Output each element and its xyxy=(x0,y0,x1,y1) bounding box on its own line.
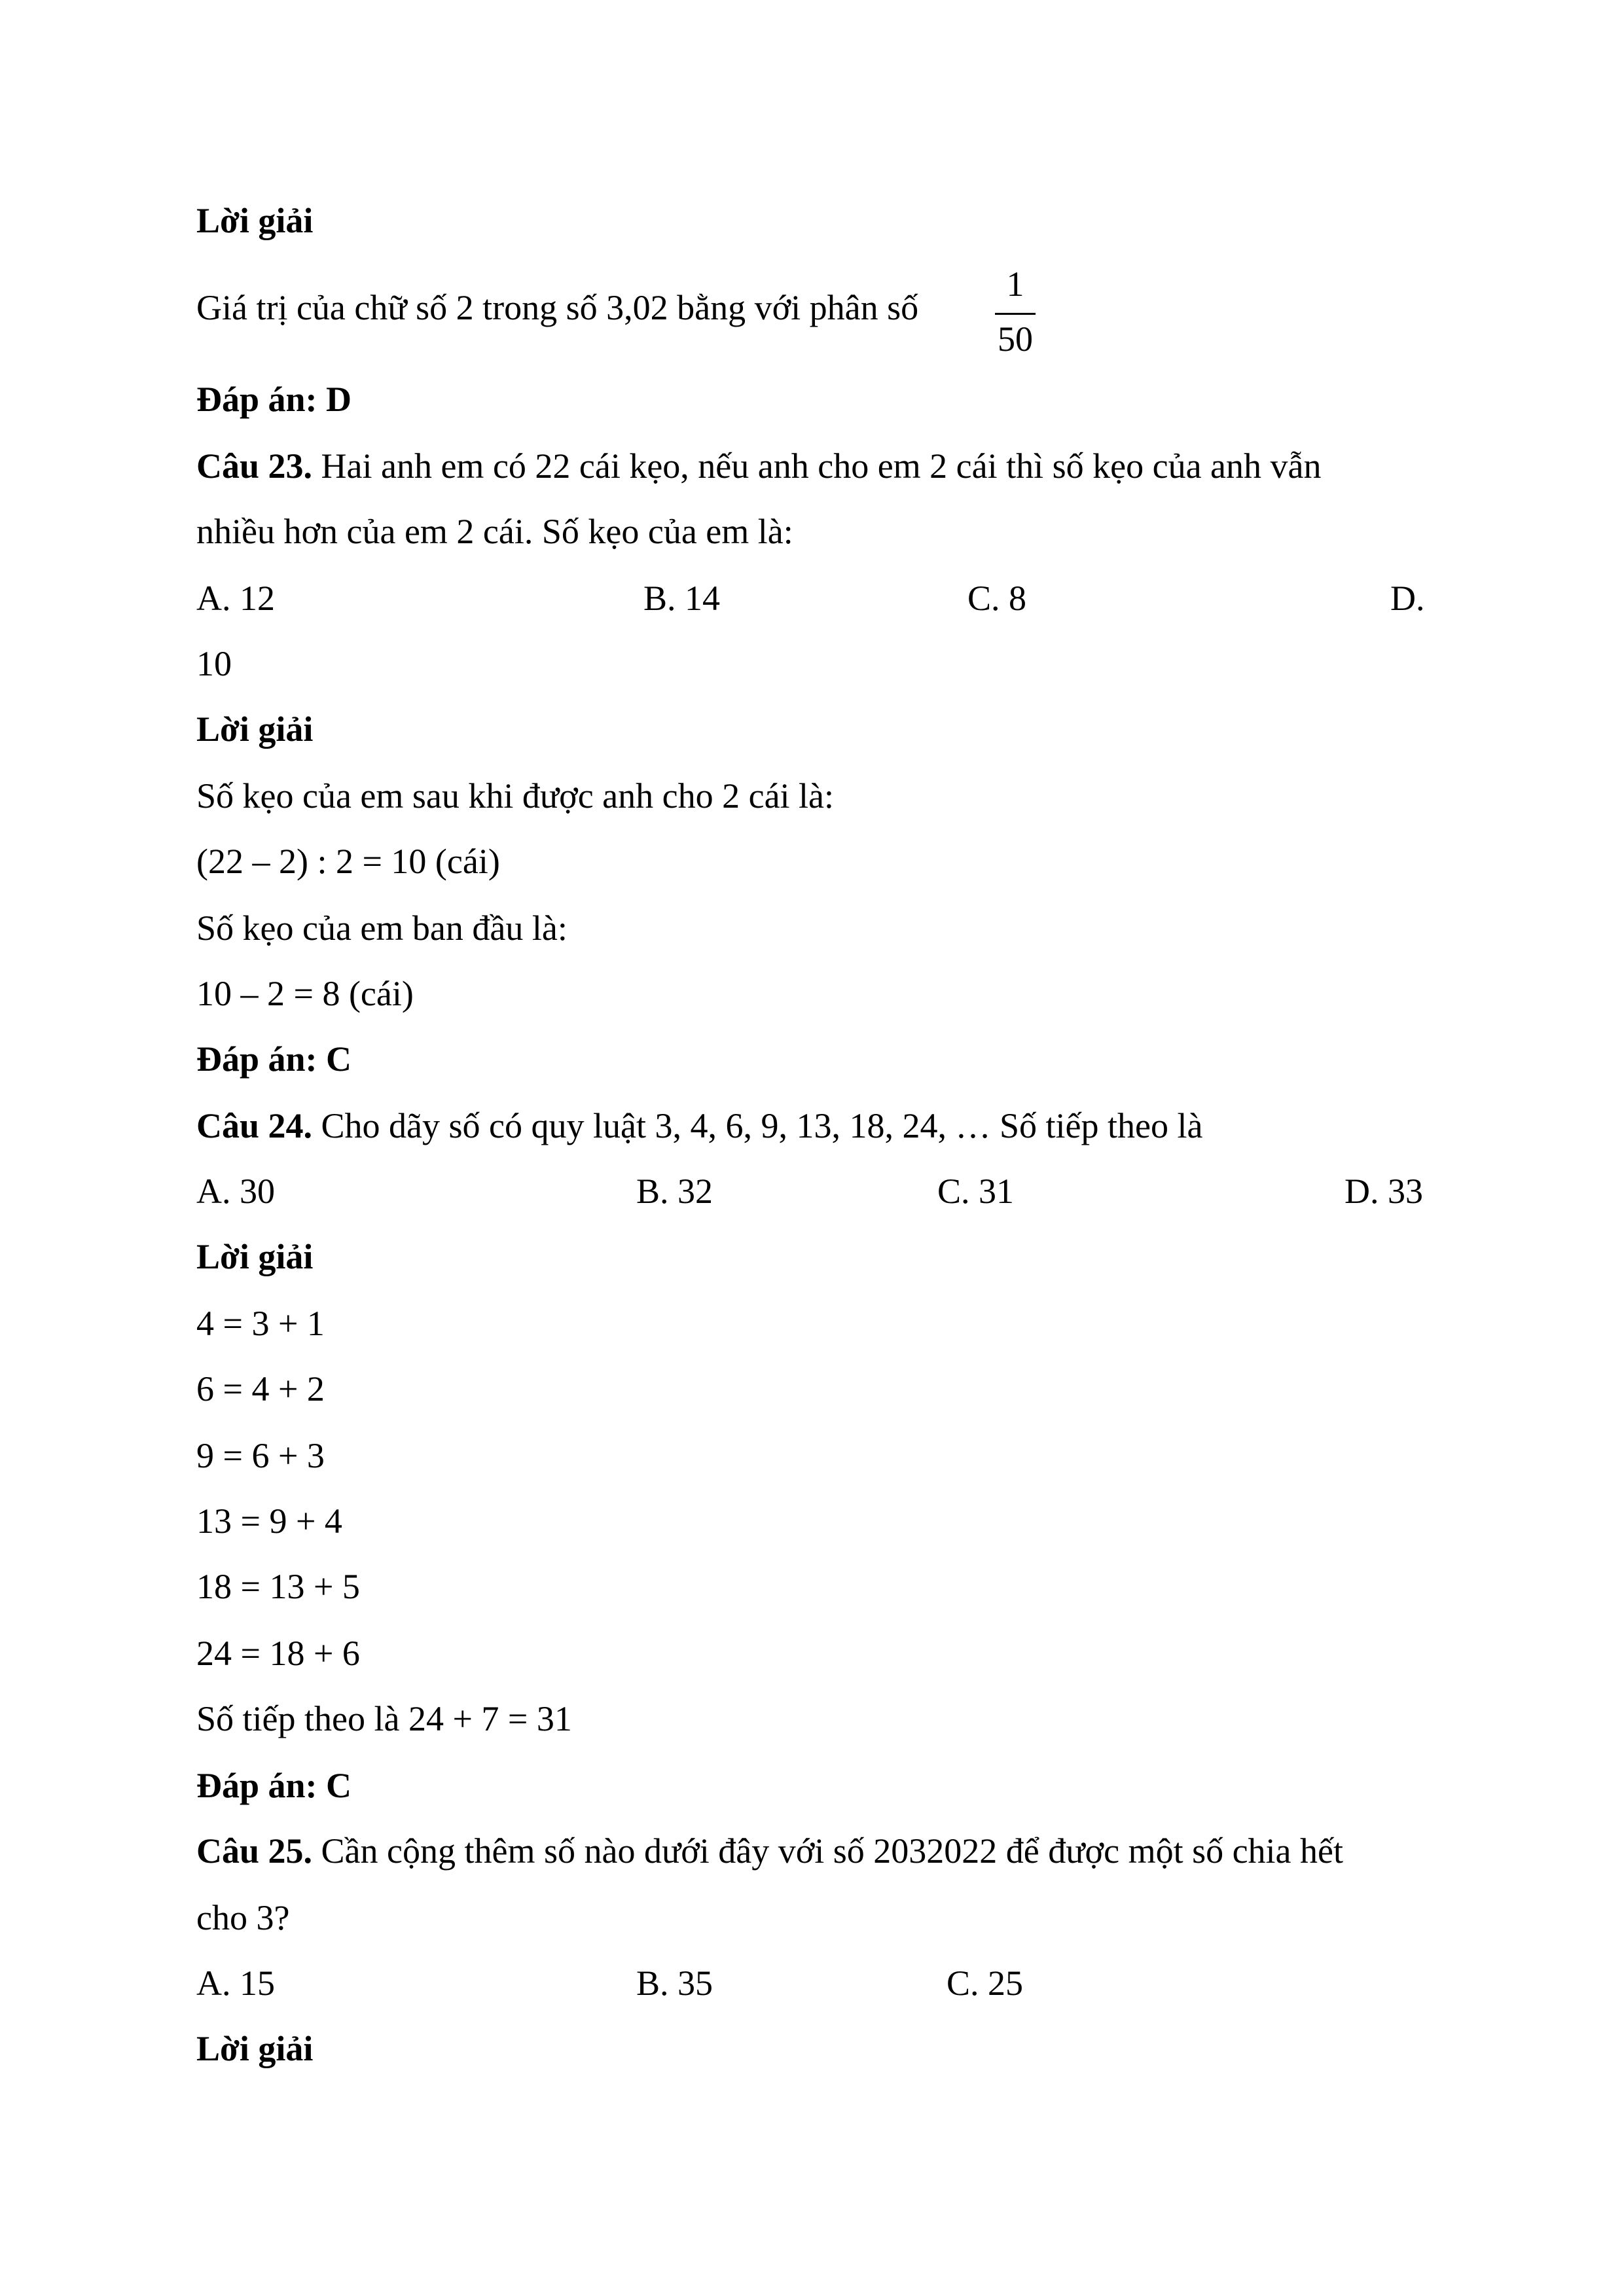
option-b: B. 35 xyxy=(636,1964,713,2003)
option-c: C. 25 xyxy=(947,1964,1024,2003)
option-c: C. 31 xyxy=(937,1172,1015,1211)
question-text-line2: cho 3? xyxy=(196,1898,290,1937)
solution-line: 13 = 9 + 4 xyxy=(196,1501,342,1541)
answer: Đáp án: C xyxy=(196,1039,352,1079)
solution-heading: Lời giải xyxy=(196,709,314,749)
option-a: A. 12 xyxy=(196,579,275,618)
solution-line: 9 = 6 + 3 xyxy=(196,1436,325,1475)
option-a: A. 15 xyxy=(196,1964,275,2003)
solution-line: Số kẹo của em ban đầu là: xyxy=(196,908,568,948)
solution-line: 18 = 13 + 5 xyxy=(196,1567,360,1606)
solution-line: 4 = 3 + 1 xyxy=(196,1304,325,1343)
solution-line: (22 – 2) : 2 = 10 (cái) xyxy=(196,842,500,881)
answer: Đáp án: D xyxy=(196,380,352,419)
option-d: D. xyxy=(1390,579,1425,618)
solution-heading: Lời giải xyxy=(196,201,314,240)
question-label: Câu 24. xyxy=(196,1106,313,1145)
question-text-line2: nhiều hơn của em 2 cái. Số kẹo của em là: xyxy=(196,512,793,551)
solution-line: Số tiếp theo là 24 + 7 = 31 xyxy=(196,1699,572,1738)
solution-line: Số kẹo của em sau khi được anh cho 2 cái là: xyxy=(196,776,835,816)
option-b: B. 32 xyxy=(636,1172,713,1211)
option-c: C. 8 xyxy=(967,579,1027,618)
question-text: Cho dãy số có quy luật 3, 4, 6, 9, 13, 18, 24, … Số tiếp theo là xyxy=(312,1106,1203,1145)
question-label: Câu 25. xyxy=(196,1831,313,1871)
solution-heading: Lời giải xyxy=(196,2029,314,2068)
solution-line: 6 = 4 + 2 xyxy=(196,1369,325,1408)
solution-line: 10 – 2 = 8 (cái) xyxy=(196,974,414,1013)
solution-text: Giá trị của chữ số 2 trong số 3,02 bằng với phân số xyxy=(196,288,919,327)
fraction-bar xyxy=(995,313,1036,315)
question-25 xyxy=(196,1830,1343,1872)
option-d: D. 33 xyxy=(1344,1172,1423,1211)
question-label: Câu 23. xyxy=(196,446,313,486)
fraction-numerator: 1 xyxy=(1006,264,1024,304)
solution-heading: Lời giải xyxy=(196,1237,314,1276)
option-a: A. 30 xyxy=(196,1172,275,1211)
answer: Đáp án: C xyxy=(196,1766,352,1805)
question-text: Cần cộng thêm số nào dưới đây với số 2032022 để được một số chia hết xyxy=(312,1831,1343,1871)
question-24 xyxy=(196,1105,1202,1147)
fraction xyxy=(991,263,1039,368)
fraction-denominator: 50 xyxy=(998,319,1033,359)
solution-line: 24 = 18 + 6 xyxy=(196,1634,360,1673)
option-b: B. 14 xyxy=(643,579,721,618)
option-d-value: 10 xyxy=(196,644,232,683)
question-text: Hai anh em có 22 cái kẹo, nếu anh cho em 2 cái thì số kẹo của anh vẫn xyxy=(312,446,1322,486)
question-23 xyxy=(196,445,1321,487)
